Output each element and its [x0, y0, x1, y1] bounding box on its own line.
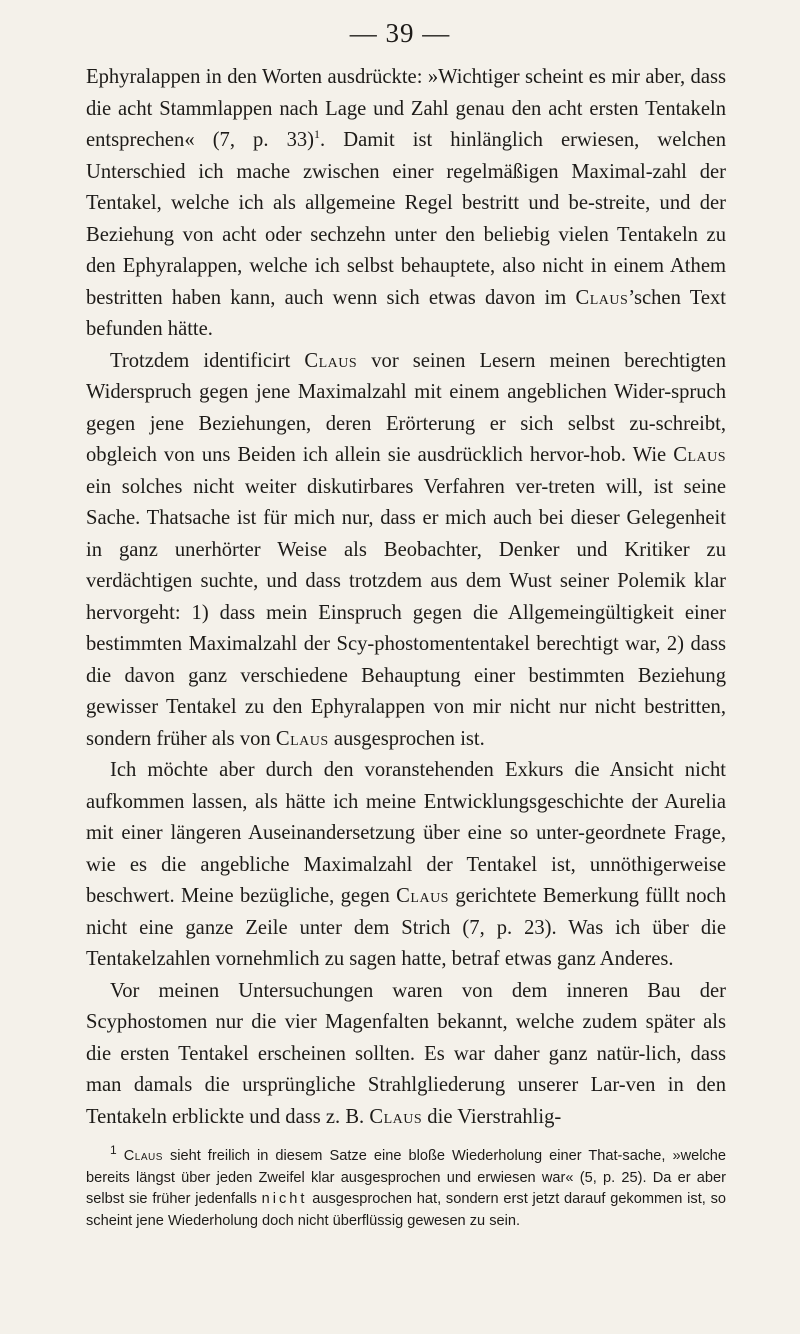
author-name: Claus: [123, 1148, 163, 1164]
text-run: Trotzdem identificirt: [110, 349, 305, 372]
author-name: Claus: [575, 286, 629, 309]
text-run: Ich möchte aber durch den voranstehenden Exkurs die Ansicht nicht aufkommen lassen, als hätte ich meine Entwicklungsgeschichte der Aurelia mit einer längeren Auseinandersetzung über eine so unter-geordnete Frage, wie es die angebliche Maximalzahl der Tentakel ist, unnöthigerweise beschwert. Meine bezügliche, gegen: [86, 759, 726, 907]
text-run: ausgesprochen hat, sondern erst jetzt darauf gekommen ist, so scheint jene Wiederholung doch nicht überflüssig gewesen zu sein.: [86, 1191, 726, 1229]
emphasized-word: nicht: [261, 1191, 308, 1208]
footnote: [86, 1143, 726, 1232]
paragraph: [86, 755, 726, 976]
main-text: [86, 62, 726, 1133]
text-run: die Vierstrahlig-: [422, 1105, 562, 1128]
text-run: vor seinen Lesern meinen berechtigten Widerspruch gegen jene Maximalzahl mit einem angeblichen Wider-spruch gegen jene Beziehungen, deren Erörterung er sich selbst zu-schreibt, obgleich von uns Beiden ich allein sie ausdrücklich hervor-hob. Wie: [86, 349, 726, 466]
author-name: Claus: [673, 444, 726, 466]
text-run: ein solches nicht weiter diskutirbares Verfahren ver-treten will, ist seine Sache. Thatsache ist für mich nur, dass er mich auch bei dieser Gelegenheit in ganz unerhörter Weise als Beobachter, Denker und Kritiker zu verdächtigen suchte, und dass trotzdem aus dem Wust seiner Polemik klar hervorgeht: 1) dass mein Einspruch gegen die Allgemeingültigkeit einer bestimmten Maximalzahl der Scy-phostomententakel berechtigt war, 2) dass die davon ganz verschiedene Behauptung einer bestimmten Beziehung gewisser Tentakel zu den Ephyralappen von mir nicht nur nicht bestritten, sondern früher als von: [86, 475, 726, 750]
paragraph: [86, 62, 726, 346]
text-run: Vor meinen Untersuchungen waren von dem inneren Bau der Scyphostomen nur die vier Magenfalten bekannt, welche zudem später als die ersten Tentakel erscheinen sollten. Es war daher ganz natür-lich, dass man damals die ursprüngliche Strahlgliederung unserer Lar-ven in den Tentakeln erblickte und dass z. B.: [86, 979, 726, 1128]
text-run: ’schen Text befunden hätte.: [86, 286, 726, 340]
text-run: . Damit ist hinlänglich erwiesen, welchen Unterschied ich mache zwischen einer regelmäßigen Maximal-zahl der Tentakel, welche ich als allgemeine Regel bestritt und be-streite, und der Beziehung von acht oder sechzehn unter den beliebig vielen Tentakeln zu den Ephyralappen, welche ich selbst behauptete, also nicht in einem Athem bestritten haben kann, auch wenn sich etwas davon im: [86, 129, 726, 309]
author-name: Claus: [396, 885, 449, 907]
author-name: Claus: [304, 349, 358, 372]
paragraph: [86, 346, 726, 756]
page-number: — 39 —: [349, 18, 451, 48]
text-run: ausgesprochen ist.: [328, 727, 485, 750]
author-name: Claus: [369, 1105, 423, 1128]
footnote-marker: 1: [314, 127, 321, 142]
text-run: [117, 1148, 124, 1164]
text-run: gerichtete Bemerkung füllt noch nicht eine ganze Zeile unter dem Strich (7, p. 23). Was ich über die Tentakelzahlen vornehmlich zu sagen hatte, betraf etwas ganz Anderes.: [86, 885, 726, 970]
footnote-marker: 1: [110, 1143, 117, 1158]
author-name: Claus: [275, 727, 329, 750]
text-run: sieht freilich in diesem Satze eine bloße Wiederholung einer That-sache, »welche bereits längst über jeden Zweifel klar ausgesprochen und erwiesen war« (5, p. 25). Da er aber selbst sie früher jedenfalls: [86, 1148, 726, 1208]
text-run: Ephyralappen in den Worten ausdrückte: »Wichtiger scheint es mir aber, dass die acht Stammlappen nach Lage und Zahl genau den acht ersten Tentakeln entsprechen« (7, p. 33): [86, 66, 726, 151]
paragraph: [86, 976, 726, 1134]
